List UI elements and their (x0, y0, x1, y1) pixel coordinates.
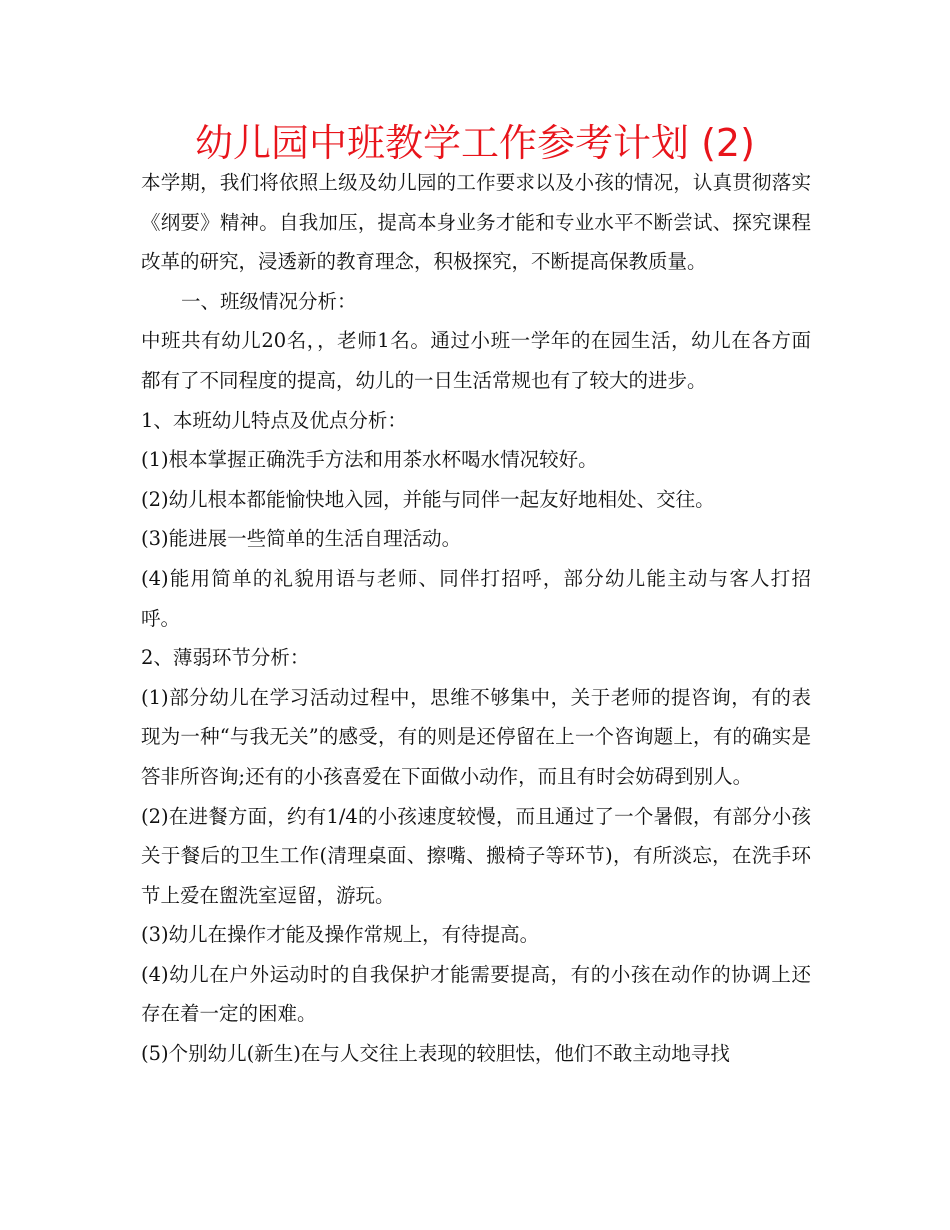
list-item-strength-4: (4)能用简单的礼貌用语与老师、同伴打招呼，部分幼儿能主动与客人打招呼。 (141, 566, 811, 630)
document-title: 幼儿园中班教学工作参考计划 (2) (195, 121, 755, 165)
subheading-weaknesses: 2、薄弱环节分析： (141, 646, 310, 670)
list-item-weakness-2: (2)在进餐方面，约有1/4的小孩速度较慢，而且通过了一个暑假，有部分小孩关于餐后的卫生工作(清理桌面、擦嘴、搬椅子等环节)，有所淡忘，在洗手环节上爱在盥洗室逗留，游玩。 (141, 804, 811, 907)
section-heading-class-analysis: 一、班级情况分析： (181, 289, 357, 313)
list-item-strength-1: (1)根本掌握正确洗手方法和用茶水杯喝水情况较好。 (141, 448, 598, 472)
paragraph-intro: 本学期，我们将依照上级及幼儿园的工作要求以及小孩的情况，认真贯彻落实《纲要》精神。自我加压，提高本身业务才能和专业水平不断尝试、探究课程改革的研究，浸透新的教育理念，积极探究，不断提高保教质量。 (141, 171, 811, 274)
list-item-weakness-3: (3)幼儿在操作才能及操作常规上，有待提高。 (141, 923, 540, 947)
paragraph-class-overview: 中班共有幼儿20名，，老师1名。通过小班一学年的在园生活，幼儿在各方面都有了不同程度的提高，幼儿的一日生活常规也有了较大的进步。 (141, 329, 811, 392)
list-item-strength-3: (3)能进展一些简单的生活自理活动。 (141, 527, 462, 551)
list-item-strength-2: (2)幼儿根本都能愉快地入园，并能与同伴一起友好地相处、交往。 (141, 487, 715, 511)
list-item-weakness-1: (1)部分幼儿在学习活动过程中，思维不够集中，关于老师的提咨询，有的表现为一种“与我无关”的感受，有的则是还停留在上一个咨询题上，有的确实是答非所咨询;还有的小孩喜爱在下面做小动作，而且有时会妨碍到别人。 (141, 685, 811, 788)
subheading-strengths: 1、本班幼儿特点及优点分析： (141, 408, 407, 432)
document-body (141, 163, 811, 1074)
list-item-weakness-5: (5)个别幼儿(新生)在与人交往上表现的较胆怯，他们不敢主动地寻找 (141, 1042, 730, 1066)
list-item-weakness-4: (4)幼儿在户外运动时的自我保护才能需要提高，有的小孩在动作的协调上还存在着一定的困难。 (141, 962, 811, 1026)
